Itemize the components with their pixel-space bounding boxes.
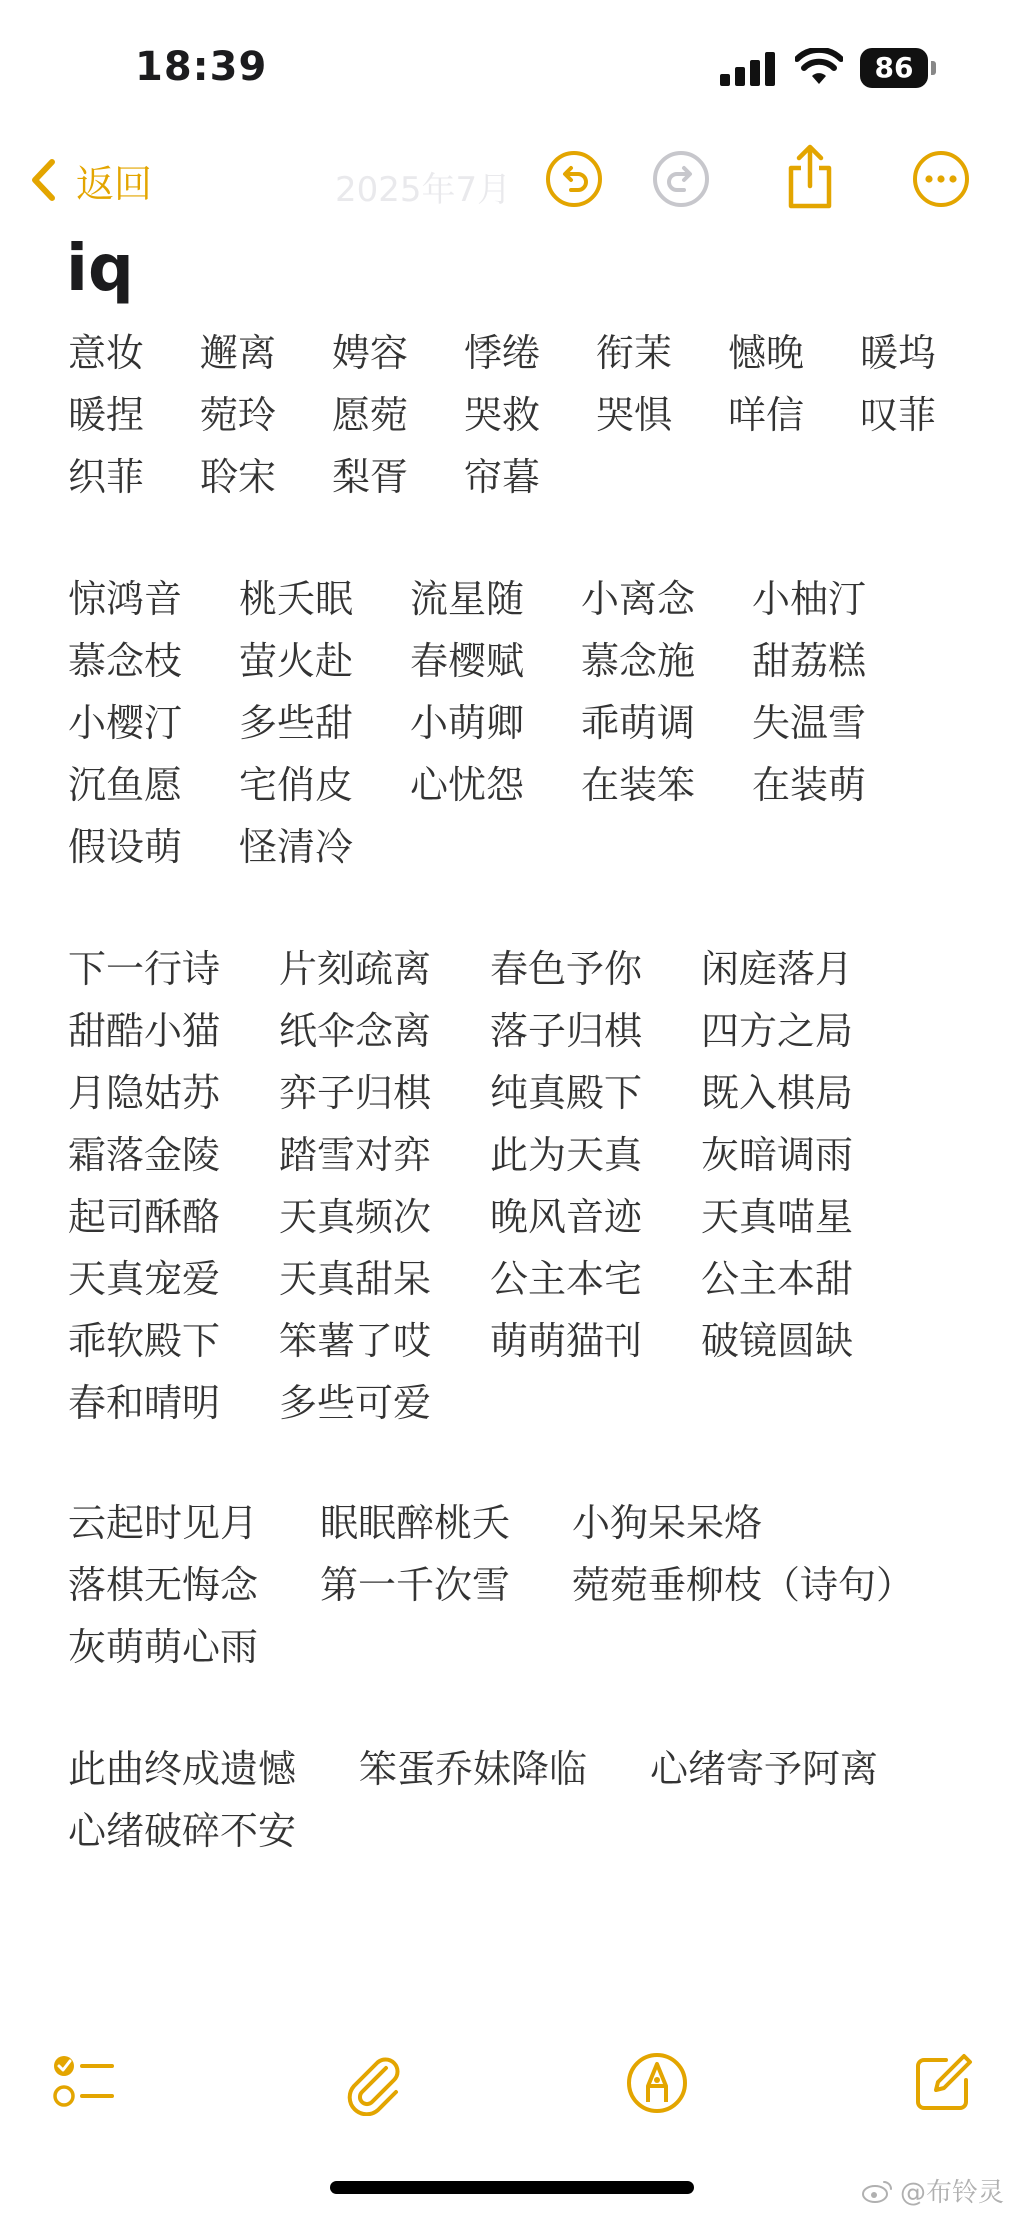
weibo-watermark [862,2172,1004,2209]
word-group-5[interactable] [68,1738,941,1862]
status-bar [0,0,1024,130]
weibo-icon [862,2178,894,2204]
wifi-icon [795,48,843,86]
word: 破镜圆缺 [701,1319,854,1363]
word: 在装笨 [581,763,696,807]
word-row [68,1492,824,1554]
word: 既入棋局 [701,1071,854,1115]
word: 乖萌调 [581,701,696,745]
word-group-2[interactable] [68,568,923,878]
word: 慕念施 [581,639,696,683]
signal-icon [720,52,776,86]
status-time: 18:39 [135,44,268,90]
word: 春樱赋 [410,639,525,683]
word: 梨胥 [332,455,409,499]
word-row [68,1124,912,1186]
word: 天真甜呆 [279,1257,432,1301]
word: 惊鸿音 [68,577,183,621]
word: 娉容 [332,331,409,375]
word-row [68,1186,912,1248]
word: 悸绻 [464,331,541,375]
word: 假设萌 [68,825,183,869]
note-date-faded: 2025年7月 [335,170,512,210]
word: 失温雪 [752,701,867,745]
word-row [68,1800,941,1862]
word: 心绪破碎不安 [68,1809,297,1853]
word: 萌萌猫刊 [490,1319,643,1363]
word: 聆宋 [200,455,277,499]
word: 流星随 [410,577,525,621]
word: 春色予你 [490,947,643,991]
word: 霜落金陵 [68,1133,221,1177]
word-row [68,1000,912,1062]
word: 第一千次雪 [320,1563,511,1607]
word: 甜荔糕 [752,639,867,683]
word-row [68,692,923,754]
word: 憾晚 [728,331,805,375]
redo-icon[interactable] [652,150,710,208]
word-row [68,1062,912,1124]
word: 笨薯了哎 [279,1319,432,1363]
word-row [68,1248,912,1310]
word: 片刻疏离 [279,947,432,991]
word: 乖软殿下 [68,1319,221,1363]
word: 多些可爱 [279,1381,432,1425]
word: 纸伞念离 [279,1009,432,1053]
word: 闲庭落月 [701,947,854,991]
share-icon[interactable] [781,142,839,212]
back-button[interactable] [28,154,152,206]
word-row [68,446,992,508]
word: 月隐姑苏 [68,1071,221,1115]
word: 小离念 [581,577,696,621]
word: 暖坞 [860,331,937,375]
word: 春和晴明 [68,1381,221,1425]
word: 咩信 [728,393,805,437]
word: 踏雪对弈 [279,1133,432,1177]
word-row [68,384,992,446]
word: 此为天真 [490,1133,643,1177]
more-icon[interactable] [912,150,970,208]
word: 衔茉 [596,331,673,375]
word: 公主本宅 [490,1257,643,1301]
word: 起司酥酪 [68,1195,221,1239]
chevron-left-icon [28,156,58,204]
note-nav-bar [0,140,1024,220]
word-row [68,1616,824,1678]
word-group-3[interactable] [68,938,912,1434]
word: 晚风音迹 [490,1195,643,1239]
home-indicator[interactable] [330,2181,694,2194]
word: 四方之局 [701,1009,854,1053]
word: 菀玲 [200,393,277,437]
word-group-1[interactable] [68,322,992,508]
paperclip-icon[interactable] [340,2050,406,2116]
word: 哭惧 [596,393,673,437]
word: 叹菲 [860,393,937,437]
undo-icon[interactable] [545,150,603,208]
word: 沉鱼愿 [68,763,183,807]
watermark-text: @布铃灵 [900,2178,1005,2208]
word-row [68,1372,912,1434]
note-title[interactable]: iq [66,232,134,306]
word: 小萌卿 [410,701,525,745]
word-row [68,1310,912,1372]
word: 下一行诗 [68,947,221,991]
checklist-icon[interactable] [50,2050,116,2116]
word-row [68,754,923,816]
word: 眠眠醉桃夭 [320,1501,511,1545]
battery-level: 86 [860,48,928,88]
word-row [68,1554,915,1616]
word: 纯真殿下 [490,1071,643,1115]
word-row [68,630,923,692]
word: 小樱汀 [68,701,183,745]
word: 天真喵星 [701,1195,854,1239]
word: 多些甜 [239,701,354,745]
word: 小狗呆呆烙 [572,1501,763,1545]
word: 灰萌萌心雨 [68,1625,259,1669]
compose-icon[interactable] [910,2050,976,2116]
word: 织菲 [68,455,145,499]
word: 云起时见月 [68,1501,259,1545]
word-group-4[interactable] [68,1492,915,1678]
word-row [68,938,912,1000]
word: 怪清冷 [239,825,354,869]
word-row [68,816,923,878]
word: 天真宠爱 [68,1257,221,1301]
word: 灰暗调雨 [701,1133,854,1177]
word: 萤火赴 [239,639,354,683]
word: 落子归棋 [490,1009,643,1053]
word-row [68,322,992,384]
word: 天真频次 [279,1195,432,1239]
bottom-toolbar [0,2050,1024,2130]
word: 邂离 [200,331,277,375]
word-row [68,1738,941,1800]
word: 落棋无悔念 [68,1563,259,1607]
word: 意妆 [68,331,145,375]
word: 暖捏 [68,393,145,437]
word: 公主本甜 [701,1257,854,1301]
word: 愿菀 [332,393,409,437]
battery-icon [860,48,938,88]
word: 此曲终成遗憾 [68,1747,297,1791]
word: 心忧怨 [410,763,525,807]
word: 在装萌 [752,763,867,807]
word: 菀菀垂柳枝（诗句） [572,1563,915,1607]
word: 慕念枝 [68,639,183,683]
word: 桃夭眠 [239,577,354,621]
word: 弈子归棋 [279,1071,432,1115]
word: 帘暮 [464,455,541,499]
markup-pen-icon[interactable] [624,2050,690,2116]
word: 笨蛋乔妹降临 [359,1747,588,1791]
word: 小柚汀 [752,577,867,621]
word: 心绪寄予阿离 [650,1747,879,1791]
word: 哭救 [464,393,541,437]
word-row [68,568,923,630]
word: 甜酷小猫 [68,1009,221,1053]
word: 宅俏皮 [239,763,354,807]
back-label: 返回 [76,161,153,206]
